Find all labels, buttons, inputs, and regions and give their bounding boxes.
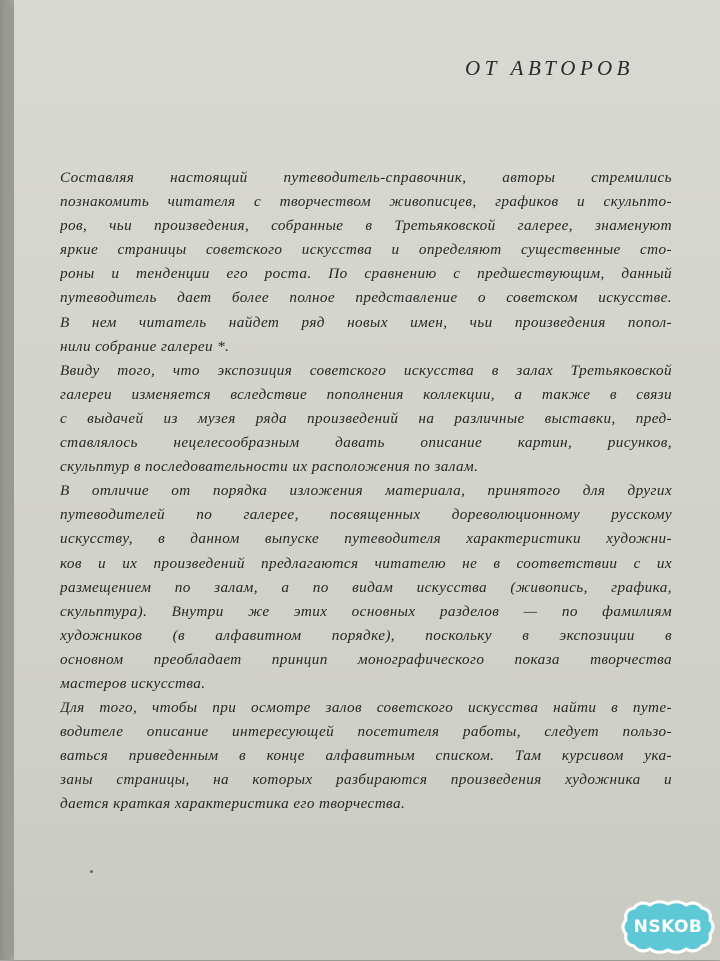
text-line: путеводитель дает более полное представление о советском искусстве. — [60, 286, 672, 310]
text-line: галереи изменяется вследствие пополнения коллекции, а также в связи — [60, 383, 672, 407]
text-line: мастеров искусства. — [60, 672, 672, 696]
page-heading: ОТ АВТОРОВ — [465, 56, 634, 81]
text-line: заны страницы, на которых разбираются произведения художника и — [60, 768, 672, 792]
watermark-logo-text: NSKOB — [620, 898, 716, 956]
text-line: ков и их произведений предлагаются читателю не в соответствии с их — [60, 552, 672, 576]
ink-speck — [90, 870, 93, 873]
text-line: нили собрание галереи *. — [60, 335, 672, 359]
text-line: познакомить читателя с творчеством живописцев, графиков и скульпто- — [60, 190, 672, 214]
paragraph — [60, 696, 672, 816]
text-line: Ввиду того, что экспозиция советского искусства в залах Третьяковской — [60, 359, 672, 383]
text-line: В нем читатель найдет ряд новых имен, чьи произведения попол- — [60, 311, 672, 335]
paragraph — [60, 479, 672, 696]
text-line: роны и тенденции его роста. По сравнению с предшествующим, данный — [60, 262, 672, 286]
text-line: путеводителей по галерее, посвященных дореволюционному русскому — [60, 503, 672, 527]
text-line: основном преобладает принцип монографического показа творчества — [60, 648, 672, 672]
text-line: Для того, чтобы при осмотре залов советского искусства найти в путе- — [60, 696, 672, 720]
page-gutter-shadow — [0, 0, 14, 960]
text-line: искусству, в данном выпуске путеводителя характеристики художни- — [60, 527, 672, 551]
page-body-text — [60, 166, 672, 817]
text-line: В отличие от порядка изложения материала, принятого для других — [60, 479, 672, 503]
text-line: размещением по залам, а по видам искусства (живопись, графика, — [60, 576, 672, 600]
text-line: художников (в алфавитном порядке), поскольку в экспозиции в — [60, 624, 672, 648]
text-line: ваться приведенным в конце алфавитным списком. Там курсивом ука- — [60, 744, 672, 768]
paragraph — [60, 359, 672, 479]
text-line: скульптур в последовательности их расположения по залам. — [60, 455, 672, 479]
book-page — [14, 0, 720, 960]
text-line: с выдачей из музея ряда произведений на различные выставки, пред- — [60, 407, 672, 431]
text-line: водителе описание интересующей посетителя работы, следует пользо- — [60, 720, 672, 744]
watermark-logo — [620, 898, 716, 956]
text-line: Составляя настоящий путеводитель-справочник, авторы стремились — [60, 166, 672, 190]
text-line: ров, чьи произведения, собранные в Третьяковской галерее, знаменуют — [60, 214, 672, 238]
text-line: дается краткая характеристика его творчества. — [60, 792, 672, 816]
paragraph — [60, 166, 672, 359]
text-line: ставлялось нецелесообразным давать описание картин, рисунков, — [60, 431, 672, 455]
text-line: яркие страницы советского искусства и определяют существенные сто- — [60, 238, 672, 262]
text-line: скульптура). Внутри же этих основных разделов — по фамилиям — [60, 600, 672, 624]
